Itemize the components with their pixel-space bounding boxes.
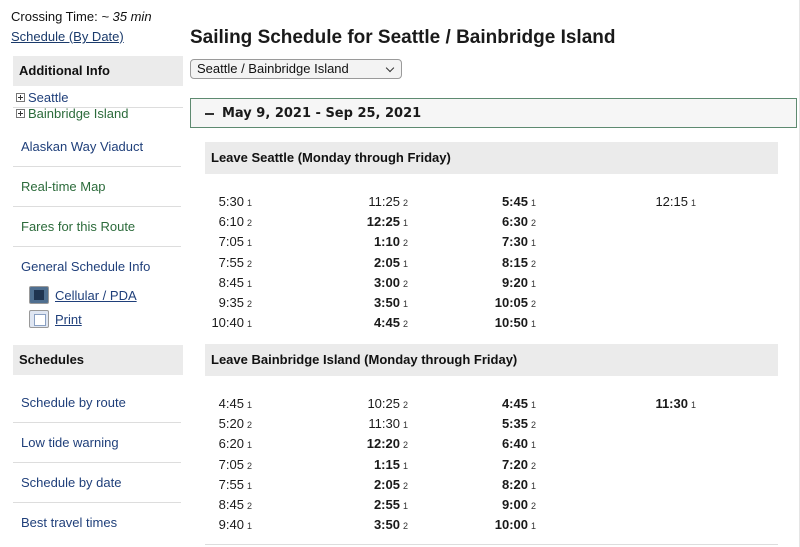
sailing-time-value: 8:45 bbox=[218, 497, 244, 512]
sailing-time bbox=[374, 253, 408, 273]
vessel-number: 2 bbox=[530, 259, 536, 269]
collapse-minus-icon[interactable] bbox=[205, 113, 214, 115]
schedules-heading: Schedules bbox=[13, 345, 183, 375]
sailing-time-value: 9:00 bbox=[501, 497, 528, 512]
vessel-number: 1 bbox=[246, 440, 252, 450]
sailing-time bbox=[655, 394, 696, 414]
vessel-number: 1 bbox=[402, 461, 408, 471]
vessel-number: 2 bbox=[530, 218, 536, 228]
sailing-time bbox=[219, 192, 252, 212]
sailing-time-value: 7:55 bbox=[218, 477, 244, 492]
sailing-time-value: 5:45 bbox=[501, 194, 528, 209]
sailing-time-value: 11:25 bbox=[368, 194, 400, 209]
divider bbox=[13, 502, 181, 503]
sailing-time-value: 10:05 bbox=[494, 295, 528, 310]
vessel-number: 1 bbox=[530, 521, 536, 531]
sailing-time-value: 7:20 bbox=[501, 457, 528, 472]
divider bbox=[13, 206, 181, 207]
sailing-time bbox=[219, 232, 252, 252]
divider bbox=[13, 107, 183, 108]
divider bbox=[205, 544, 778, 545]
sailing-time-value: 3:00 bbox=[373, 275, 400, 290]
expand-plus-icon[interactable] bbox=[16, 93, 25, 102]
sailing-time-value: 1:10 bbox=[373, 234, 400, 249]
vessel-number: 2 bbox=[402, 198, 408, 208]
sailing-time-value: 10:00 bbox=[494, 517, 528, 532]
vessel-number: 2 bbox=[530, 461, 536, 471]
alaskan-way-viaduct-link[interactable]: Alaskan Way Viaduct bbox=[21, 139, 144, 154]
crossing-time-label: Crossing Time: bbox=[11, 9, 98, 24]
sailing-time bbox=[211, 313, 252, 333]
sailing-time bbox=[502, 273, 536, 293]
general-schedule-info-link[interactable]: General Schedule Info bbox=[21, 259, 151, 274]
route-select[interactable] bbox=[190, 59, 402, 79]
print-icon[interactable] bbox=[29, 310, 49, 328]
sailing-time bbox=[219, 515, 252, 535]
chevron-down-icon[interactable] bbox=[386, 64, 394, 72]
vessel-number: 1 bbox=[530, 440, 536, 450]
vessel-number: 2 bbox=[246, 501, 252, 511]
vessel-number: 2 bbox=[402, 440, 408, 450]
divider bbox=[13, 422, 181, 423]
tree-item-bainbridge-island[interactable] bbox=[16, 106, 128, 121]
vessel-number: 1 bbox=[402, 299, 408, 309]
sailing-time bbox=[655, 192, 696, 212]
sailing-time-value: 2:55 bbox=[373, 497, 400, 512]
sailing-time bbox=[368, 414, 408, 434]
sailing-time bbox=[495, 515, 536, 535]
real-time-map-link[interactable]: Real-time Map bbox=[21, 179, 106, 194]
sailing-time-value: 10:50 bbox=[494, 315, 528, 330]
sailing-time bbox=[219, 475, 252, 495]
sailing-time-value: 6:10 bbox=[218, 214, 244, 229]
vessel-number: 2 bbox=[402, 400, 408, 410]
vessel-number: 1 bbox=[246, 238, 252, 248]
schedule-by-date-sidebar-link[interactable]: Schedule by date bbox=[21, 475, 122, 490]
sailing-time bbox=[374, 495, 408, 515]
vessel-number: 2 bbox=[246, 299, 252, 309]
vessel-number: 1 bbox=[530, 238, 536, 248]
schedule-by-route-link[interactable]: Schedule by route bbox=[21, 395, 126, 410]
vessel-number: 1 bbox=[246, 481, 252, 491]
sailing-time-value: 8:20 bbox=[501, 477, 528, 492]
low-tide-warning-link[interactable]: Low tide warning bbox=[21, 435, 119, 450]
crossing-time bbox=[11, 9, 152, 24]
sailing-time bbox=[374, 475, 408, 495]
sailing-time-value: 9:20 bbox=[501, 275, 528, 290]
sailing-time-value: 6:20 bbox=[218, 436, 244, 451]
sailing-time-value: 4:45 bbox=[501, 396, 528, 411]
sailing-time-value: 11:30 bbox=[655, 396, 688, 411]
sailing-time bbox=[368, 192, 408, 212]
tree-item-label[interactable]: Bainbridge Island bbox=[28, 106, 129, 121]
sailing-time-value: 6:30 bbox=[501, 214, 528, 229]
tree-item-label[interactable]: Seattle bbox=[28, 90, 69, 105]
crossing-time-value: ~ 35 min bbox=[101, 9, 152, 24]
vessel-number: 2 bbox=[402, 319, 408, 329]
sailing-time bbox=[374, 273, 408, 293]
sailing-time bbox=[374, 232, 408, 252]
sailing-time-value: 9:35 bbox=[218, 295, 244, 310]
sailing-time bbox=[367, 212, 408, 232]
vessel-number: 1 bbox=[402, 501, 408, 511]
main-content bbox=[190, 0, 800, 547]
sailing-time-value: 2:05 bbox=[373, 255, 400, 270]
sailing-time-value: 7:05 bbox=[218, 457, 244, 472]
sidebar bbox=[0, 0, 190, 547]
sailing-time-value: 5:20 bbox=[218, 416, 244, 431]
divider bbox=[13, 166, 181, 167]
sailing-time bbox=[502, 253, 536, 273]
vessel-number: 1 bbox=[246, 521, 252, 531]
sailing-time-value: 5:30 bbox=[218, 194, 244, 209]
sailing-time bbox=[219, 273, 252, 293]
vessel-number: 2 bbox=[402, 481, 408, 491]
sailing-time-value: 7:55 bbox=[218, 255, 244, 270]
page-title: Sailing Schedule for Seattle / Bainbridge Island bbox=[190, 27, 616, 48]
cellular-pda-label[interactable]: Cellular / PDA bbox=[55, 287, 137, 303]
sailing-time bbox=[374, 455, 408, 475]
vessel-number: 1 bbox=[690, 400, 696, 410]
sailing-time-value: 10:25 bbox=[367, 396, 400, 411]
vessel-number: 2 bbox=[530, 501, 536, 511]
sailing-time-value: 4:45 bbox=[218, 396, 244, 411]
vessel-number: 1 bbox=[530, 400, 536, 410]
print-link[interactable] bbox=[29, 310, 82, 328]
sailing-time bbox=[219, 253, 252, 273]
vessel-number: 1 bbox=[402, 420, 408, 430]
sailing-time-value: 3:50 bbox=[373, 517, 400, 532]
fares-link[interactable]: Fares for this Route bbox=[21, 219, 136, 234]
sailing-time bbox=[374, 293, 408, 313]
sailing-time bbox=[219, 212, 252, 232]
expand-plus-icon[interactable] bbox=[16, 109, 25, 118]
sailing-time bbox=[219, 394, 252, 414]
sailing-time bbox=[367, 434, 408, 454]
sailing-time bbox=[502, 192, 536, 212]
vessel-number: 1 bbox=[690, 198, 696, 208]
vessel-number: 1 bbox=[530, 319, 536, 329]
sailing-time bbox=[219, 455, 252, 475]
divider bbox=[13, 246, 181, 247]
leave-seattle-heading: Leave Seattle (Monday through Friday) bbox=[205, 142, 778, 174]
sailing-time-value: 3:50 bbox=[373, 295, 400, 310]
sailing-time-value: 7:30 bbox=[501, 234, 528, 249]
leave-bainbridge-heading: Leave Bainbridge Island (Monday through Friday) bbox=[205, 344, 778, 376]
sailing-time bbox=[502, 434, 536, 454]
divider bbox=[13, 462, 181, 463]
sailing-time bbox=[495, 313, 536, 333]
cellular-pda-link[interactable] bbox=[29, 286, 137, 304]
vessel-number: 1 bbox=[246, 319, 252, 329]
sailing-time-value: 9:40 bbox=[218, 517, 244, 532]
vessel-number: 1 bbox=[246, 198, 252, 208]
vessel-number: 2 bbox=[246, 259, 252, 269]
vessel-number: 2 bbox=[246, 461, 252, 471]
sailing-time bbox=[367, 394, 408, 414]
sailing-time bbox=[374, 515, 408, 535]
best-travel-times-link[interactable]: Best travel times bbox=[21, 515, 118, 530]
sailing-time bbox=[502, 495, 536, 515]
sailing-time-value: 1:15 bbox=[373, 457, 400, 472]
vessel-number: 2 bbox=[402, 279, 408, 289]
date-range-label: May 9, 2021 - Sep 25, 2021 bbox=[222, 106, 422, 121]
sailing-time bbox=[495, 293, 536, 313]
vessel-number: 1 bbox=[402, 259, 408, 269]
sailing-time-value: 7:05 bbox=[218, 234, 244, 249]
sailing-time bbox=[502, 212, 536, 232]
vessel-number: 2 bbox=[402, 238, 408, 248]
sailing-time-value: 6:40 bbox=[501, 436, 528, 451]
additional-info-heading: Additional Info bbox=[13, 56, 183, 86]
sailing-time bbox=[502, 475, 536, 495]
route-select-value[interactable]: Seattle / Bainbridge Island bbox=[197, 61, 349, 76]
vessel-number: 2 bbox=[530, 420, 536, 430]
sailing-time-value: 2:05 bbox=[373, 477, 400, 492]
vessel-number: 2 bbox=[402, 521, 408, 531]
sailing-time bbox=[219, 414, 252, 434]
sailing-time-value: 11:30 bbox=[368, 416, 400, 431]
vessel-number: 2 bbox=[246, 218, 252, 228]
sailing-time-value: 4:45 bbox=[373, 315, 400, 330]
sailing-time-value: 8:45 bbox=[218, 275, 244, 290]
print-label[interactable]: Print bbox=[55, 311, 82, 327]
vessel-number: 1 bbox=[402, 218, 408, 228]
vessel-number: 1 bbox=[246, 400, 252, 410]
vessel-number: 1 bbox=[246, 279, 252, 289]
sailing-time-value: 5:35 bbox=[501, 416, 528, 431]
sailing-time-value: 12:20 bbox=[366, 436, 400, 451]
sailing-time bbox=[502, 394, 536, 414]
sailing-time bbox=[374, 313, 408, 333]
cellular-pda-icon[interactable] bbox=[29, 286, 49, 304]
sailing-time bbox=[502, 414, 536, 434]
sailing-time bbox=[219, 293, 252, 313]
vessel-number: 2 bbox=[530, 299, 536, 309]
sailing-time bbox=[502, 232, 536, 252]
vessel-number: 1 bbox=[530, 481, 536, 491]
sailing-time bbox=[219, 495, 252, 515]
sailing-time bbox=[502, 455, 536, 475]
sailing-time bbox=[219, 434, 252, 454]
sailing-time-value: 10:40 bbox=[211, 315, 244, 330]
vessel-number: 1 bbox=[530, 198, 536, 208]
date-range-panel[interactable] bbox=[190, 98, 797, 128]
vessel-number: 2 bbox=[246, 420, 252, 430]
tree-item-seattle[interactable] bbox=[16, 90, 68, 105]
schedule-by-date-link[interactable]: Schedule (By Date) bbox=[11, 29, 124, 44]
vessel-number: 1 bbox=[530, 279, 536, 289]
sailing-time-value: 12:15 bbox=[655, 194, 688, 209]
sailing-time-value: 12:25 bbox=[366, 214, 400, 229]
sailing-time-value: 8:15 bbox=[501, 255, 528, 270]
